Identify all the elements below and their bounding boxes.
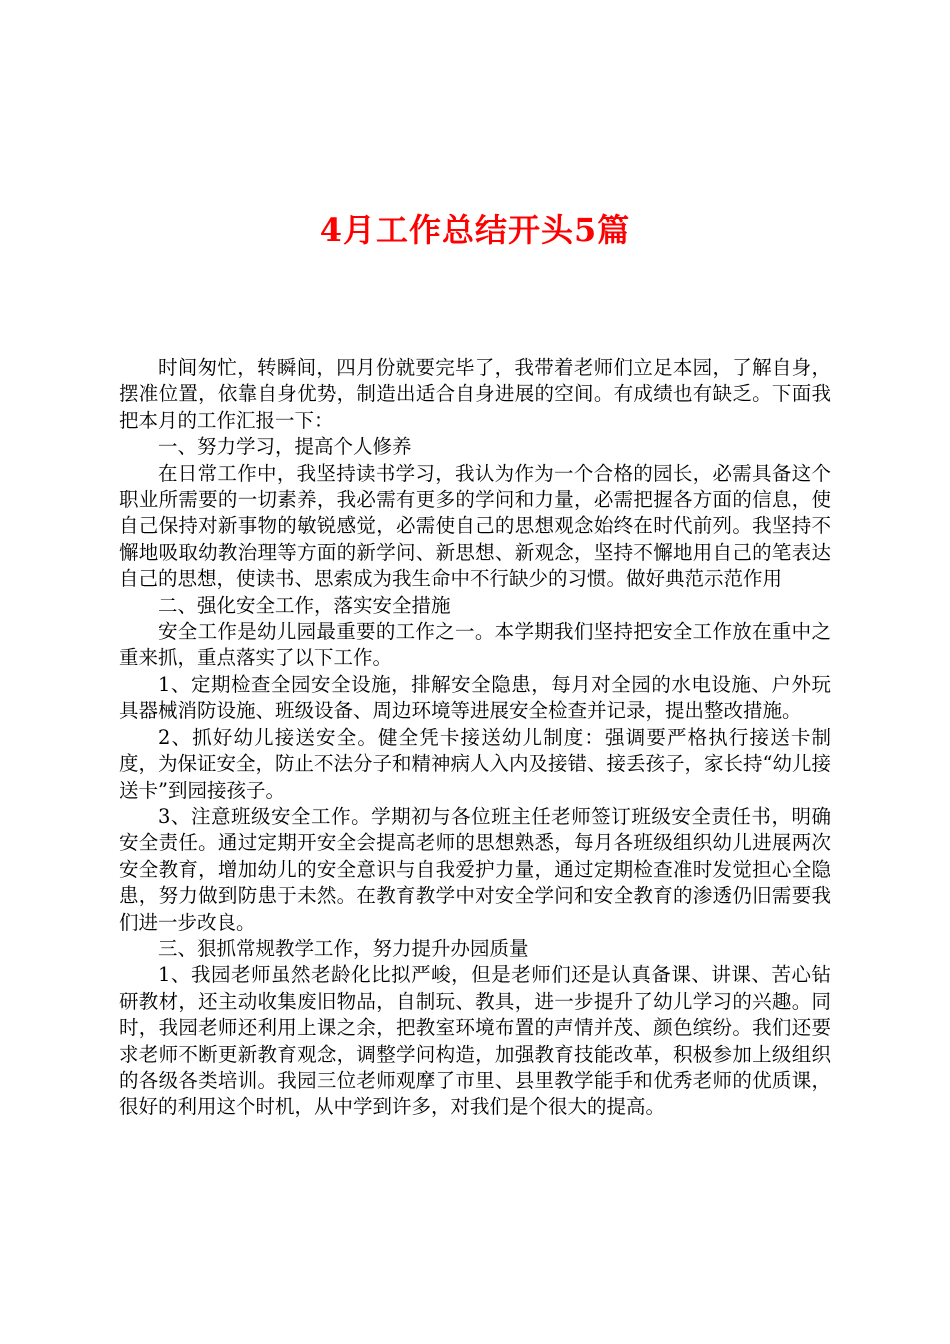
paragraph-safety-intro: 安全工作是幼儿园最重要的工作之一。本学期我们坚持把安全工作放在重中之重来抓，重点落实了以下工作。: [119, 620, 831, 670]
paragraph-safety-item-1: 1、定期检查全园安全设施，排解安全隐患，每月对全园的水电设施、户外玩具器械消防设施、班级设备、周边环境等进展安全检查并记录，提出整改措施。: [119, 672, 831, 723]
paragraph-study: 在日常工作中，我坚持读书学习，我认为作为一个合格的园长，必需具备这个职业所需要的一切素养，我必需有更多的学问和力量，必需把握各方面的信息，使自己保持对新事物的敏锐感觉，必需使自己的思想观念始终在时代前列。我坚持不懈地吸取幼教治理等方面的新学问、新思想、新观念，坚持不懈地用自己的笔表达自己的思想，使读书、思索成为我生命中不行缺少的习惯。做好典范示范作用: [119, 461, 831, 591]
section-heading-3: 三、狠抓常规教学工作，努力提升办园质量: [158, 936, 529, 960]
paragraph-teaching-item-1: 1、我园老师虽然老龄化比拟严峻，但是老师们还是认真备课、讲课、苦心钻研教材，还主动收集废旧物品，自制玩、教具，进一步提升了幼儿学习的兴趣。同时，我园老师还利用上课之余，把教室环境布置的声情并茂、颜色缤纷。我们还要求老师不断更新教育观念，调整学问构造，加强教育技能改革，积极参加上级组织的各级各类培训。我园三位老师观摩了市里、县里教学能手和优秀老师的优质课，很好的利用这个时机，从中学到许多，对我们是个很大的提高。: [119, 963, 831, 1119]
paragraph-intro: 时间匆忙，转瞬间，四月份就要完毕了，我带着老师们立足本园，了解自身，摆准位置，依靠自身优势，制造出适合自身进展的空间。有成绩也有缺乏。下面我把本月的工作汇报一下：: [119, 356, 831, 432]
paragraph-safety-item-3: 3、注意班级安全工作。学期初与各位班主任老师签订班级安全责任书，明确安全责任。通过定期开安全会提高老师的思想熟悉，每月各班级组织幼儿进展两次安全教育，增加幼儿的安全意识与自我爱护力量，通过定期检查准时发觉担心全隐患，努力做到防患于未然。在教育教学中对安全学问和安全教育的渗透仍旧需要我们进一步改良。: [119, 804, 831, 934]
section-heading-1: 一、努力学习，提高个人修养: [158, 435, 412, 459]
paragraph-safety-item-2: 2、抓好幼儿接送安全。健全凭卡接送幼儿制度：强调要严格执行接送卡制度，为保证安全，防止不法分子和精神病人入内及接错、接丢孩子，家长持“幼儿接送卡”到园接孩子。: [119, 725, 831, 802]
document-body: [119, 355, 831, 1121]
document-title: 4月工作总结开头5篇: [319, 211, 631, 249]
section-heading-2: 二、强化安全工作，落实安全措施: [158, 593, 451, 617]
